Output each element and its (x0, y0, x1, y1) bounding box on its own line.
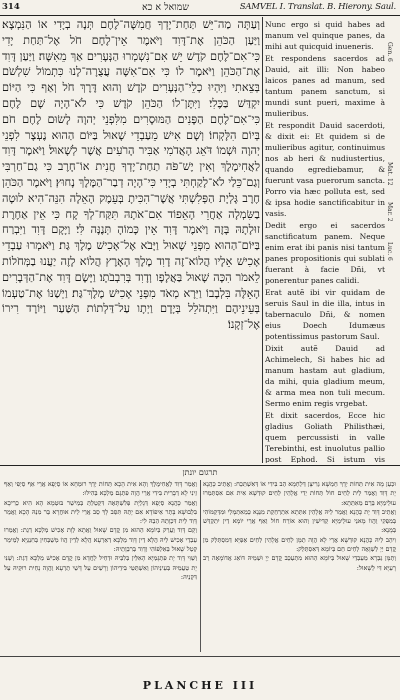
targum-verse: וּכְעַן מָה אִית תְּחוֹת יְדָךְ חַמְשָׁא גְרִיצָן דְּלַחְמָא הַב בִּידִי אוֹ דְּאִשְׁתְּכַח: וַאֲתֵיב כָּהֲנָא יָת דָּוִד וַאֲמַר לֵית לְחֵים חוֹל תְּחוֹת יְדִי אֱלָהֵין לְחֵים קוּדְשָׁא אִית אִם אִסְתְּמַרוּ עוּלֵימַיָּא בְּרַם מֵאִתְּתָא: (203, 480, 396, 507)
margin-note: Luc. 6 (386, 242, 393, 261)
header-rule (0, 15, 400, 16)
targum-heading: תרגום יונתן (182, 468, 218, 477)
margin-notes (386, 22, 400, 462)
targum-verse: וְשַׁוִּי דָּוִד יָת פִּתְגָּמַיָּא הָאִלֵּין בְּלִבֵּיהּ וּדְחֵיל לַחֲדָא מִן קֳדָם אָכִישׁ מַלְכָּא דְגַת: וְשַׁנִּי יָת טַעֲמֵיהּ בְּעֵינֵיהוֹן וְאִשְׁתַּטֵּי בִּידֵיהוֹן וְרָשֵׁים עַל דָּשֵׁי תַרְעָא וַהֲוָה נָחֵית רוּקֵיהּ עַל דִּקְנֵיהּ: (4, 554, 197, 581)
column-divider (262, 17, 263, 463)
targum-verse: וְתַמָּן גַּבְרָא מֵעַבְדֵי שָׁאוּל בְּיוֹמָא הַהוּא מִתְעַכַּב קֳדָם יְיָ וּשְׁמֵיהּ דּוֹאֵג אֲדוֹמָאָה רַב רָעַיָּא דִּי לְשָׁאוּל: (203, 554, 396, 572)
latin-verse: Et respondit Dauid sacerdoti, & dixit ei: Et quidem si de mulieribus agitur, continuimus nos ab heri & nudiustertius, quando egrediebamur, & fuerunt vasa puerorum sancta. Porro via hæc polluta est, sed & ipsa hodie sanctificabitur in vasis. (265, 121, 385, 218)
margin-note: Mar. 2 (386, 202, 393, 222)
targum-verse: וַאֲתֵיב דָּוִד יָת כָּהֲנָא וַאֲמַר לֵיהּ אֱלָהֵין אִתְּתָא אִתְרְחַקַת מִנַּנָא כְּמֵאִתְמָלֵי וּמִדְּקַמּוֹהִי בְּמִפְקִי וַהֲווֹ מָאנֵי עוּלֵימַיָּא קַדִּישִׁין וְהוּא אוֹרַח חוֹל וְאַף אֲרֵי יוֹמָא דֵין יִתְקַדַּשׁ בְּמָנָא: (203, 507, 396, 535)
hebrew-text: וְעַתָּה מַה־יֵּשׁ תַּחַת־יָדְךָ חֲמִשָּׁה־לֶחֶם תְּנָה בְיָדִי אוֹ הַנִּמְצָא׃ וַיַּעַן הַכֹּהֵן אֶת־דָּוִד וַיֹּאמֶר אֵין־לֶחֶם חֹל אֶל־תַּחַת יָדִי כִּי־אִם־לֶחֶם קֹדֶשׁ יֵשׁ אִם־נִשְׁמְרוּ הַנְּעָרִים אַךְ מֵאִשָּׁה׃ וַיַּעַן דָּוִד אֶת־הַכֹּהֵן וַיֹּאמֶר לוֹ כִּי אִם־אִשָּׁה עֲצֻרָה־לָנוּ כִּתְמוֹל שִׁלְשֹׁם בְּצֵאתִי וַיִּהְיוּ כְלֵי־הַנְּעָרִים קֹדֶשׁ וְהוּא דֶּרֶךְ חֹל וְאַף כִּי הַיּוֹם יִקְדַּשׁ בַּכֶּלִי׃ וַיִּתֶּן־לוֹ הַכֹּהֵן קֹדֶשׁ כִּי לֹא־הָיָה שָׁם לֶחֶם כִּי־אִם־לֶחֶם הַפָּנִים הַמּוּסָרִים מִלִּפְנֵי יְהוָה לָשׂוּם לֶחֶם חֹם בְּיוֹם הִלָּקְחוֹ׃ וְשָׁם אִישׁ מֵעַבְדֵי שָׁאוּל בַּיּוֹם הַהוּא נֶעְצָר לִפְנֵי יְהוָה וּשְׁמוֹ דֹּאֵג הָאֲדֹמִי אַבִּיר הָרֹעִים אֲשֶׁר לְשָׁאוּל׃ וַיֹּאמֶר דָּוִד לַאֲחִימֶלֶךְ וְאִין יֶשׁ־פֹּה תַחַת־יָדְךָ חֲנִית אוֹ־חָרֶב כִּי גַם־חַרְבִּי וְגַם־כֵּלַי לֹא־לָקַחְתִּי בְיָדִי כִּי־הָיָה דְבַר־הַמֶּלֶךְ נָחוּץ׃ וַיֹּאמֶר הַכֹּהֵן חֶרֶב גָּלְיָת הַפְּלִשְׁתִּי אֲשֶׁר־הִכִּיתָ בְּעֵמֶק הָאֵלָה הִנֵּה־הִיא לוּטָה בַשִּׂמְלָה אַחֲרֵי הָאֵפוֹד אִם־אֹתָהּ תִּקַּח־לְךָ קָח כִּי אֵין אַחֶרֶת זוּלָתָהּ בָּזֶה וַיֹּאמֶר דָּוִד אֵין כָּמוֹהָ תְּנֶנָּה לִּי׃ וַיָּקָם דָּוִד וַיִּבְרַח בַּיּוֹם־הַהוּא מִפְּנֵי שָׁאוּל וַיָּבֹא אֶל־אָכִישׁ מֶלֶךְ גַּת׃ וַיֹּאמְרוּ עַבְדֵי אָכִישׁ אֵלָיו הֲלוֹא־זֶה דָוִד מֶלֶךְ הָאָרֶץ הֲלוֹא לָזֶה יַעֲנוּ בַמְּחֹלוֹת לֵאמֹר הִכָּה שָׁאוּל בַּאֲלָפָו וְדָוִד בְּרִבְבֹתָו׃ וַיָּשֶׂם דָּוִד אֶת־הַדְּבָרִים הָאֵלֶּה בִּלְבָבוֹ וַיִּרָא מְאֹד מִפְּנֵי אָכִישׁ מֶלֶךְ־גַּת׃ וַיְשַׁנּוֹ אֶת־טַעְמוֹ בְּעֵינֵיהֶם וַיִּתְהֹלֵל בְּיָדָם וַיְתָו עַל־דַּלְתוֹת הַשַּׁעַר וַיּוֹרֶד רִירוֹ אֶל־זְקָנוֹ׃ (2, 18, 260, 332)
plate-label: PLANCHE III (142, 679, 258, 692)
latin-verse: Dedit ergo ei sacerdos sanctificatum panem. Neque enim erat ibi panis nisi tantum panes propositionis qui sublati fuerant à facie Dñi, vt ponerentur panes calidi. (265, 221, 385, 285)
latin-text-column (265, 19, 385, 463)
latin-verse: Dixit autẽ Dauid ad Achimelech, Si habes hic ad manum hastam aut gladium, da mihi, quia gladium meum, & arma mea non tuli mecum. Sermo enim regis vrgebat. (265, 344, 385, 408)
targum-verse: וִיהַב לֵיהּ כָּהֲנָא קוּדְשָׁא אֲרֵי לָא הֲוָה תַמָּן לְחֵים אֱלָהֵין לְחֵים אַפַּיָּא דְּמִסְתַּלַּק מִן קֳדָם יְיָ לְשַׁוָּאָה לְחֵים חַם בְּיוֹמָא דְּאִסְתַּלַּק: (203, 535, 396, 554)
targum-verse: וַאֲמַר דָּוִד לַאֲחִימֶלֶךְ וְהָא אִית הָכָא תְּחוֹת יְדָךְ רוּמְחָא אוֹ סַיְפָא אֲרֵי אַף סַיְפִי וְאַף זֵינִי לָא דְבָרִית בִּידִי אֲרֵי הֲוָה פִּתְגָּם מַלְכָּא בְּהִילוּ: (4, 480, 197, 498)
targum-rule (0, 465, 400, 466)
margin-note: Mat. 12 (386, 162, 393, 186)
page-header (2, 2, 398, 14)
latin-verse: Erat autẽ ibi vir quidam de seruis Saul in die illa, intus in tabernaculo Dñi, & nomen eius Doech Idumæus potentissimus pastorum Saul. (265, 288, 385, 341)
latin-verse: Et dixit sacerdos, Ecce hic gladius Goliath Philisthæi, quem percussisti in valle Terebinthi, est inuolutus pallio post Ephod. Si istum vis (265, 411, 385, 463)
latin-verse: Nunc ergo si quid habes ad manum vel quinque panes, da mihi aut quicquid inueneris. (265, 20, 385, 51)
page-number: 314 (2, 2, 20, 12)
hebrew-text-column (2, 17, 260, 463)
footer-rule (0, 656, 400, 657)
targum-verse: וַאֲמַר כָּהֲנָא סַיְפָא דְּגָלְיָת פְּלִשְׁתָּאָה דִּקְטַלְתְּ בְּמֵישַׁר בּוּטְמָא הָא הִיא כְרִיכָא בִּלְבוּשָׁא בָּתַר אֵיפוֹדָא אִם יָתַהּ תִּסַּב לָךְ סַב אֲרֵי לֵית אוּחֲרָא בַּר מִנַּהּ הָכָא וַאֲמַר דָּוִד לֵית דִּכְוָתַהּ הַבַהּ לִי: (4, 498, 197, 526)
latin-verse: Et respondens sacerdos ad Dauid, ait illi: Non habeo laicos panes ad manum, sed tantum panem sanctum, si mundi sunt pueri, maxime à mulieribus. (265, 54, 385, 118)
margin-note: Gen. 6 (386, 42, 393, 62)
targum-verse: וְקָם דָּוִד וַעֲרַק בְּיוֹמָא הַהוּא מִן קֳדָם שָׁאוּל וַאֲתָא לְוָת אָכִישׁ מַלְכָּא דְגַת: וַאֲמַרוּ עַבְדֵי אָכִישׁ לֵיהּ הֲלָא דֵין דָּוִד מַלְכָּא דְאַרְעָא הֲלָא לְדֵין הֲווֹ מְשַׁבְּחִין בְּחִנְגַּיָּא לְמֵימַר קְטַל שָׁאוּל בְּאַלְפּוֹהִי וְדָוִד בְּרִבְוָתֵיהּ: (4, 526, 197, 554)
hebrew-running-title: שמואל א כא (142, 2, 190, 13)
targum-text-block (4, 480, 396, 652)
latin-running-title: SAMVEL I. Translat. B. Hierony. Saul. (239, 2, 396, 12)
